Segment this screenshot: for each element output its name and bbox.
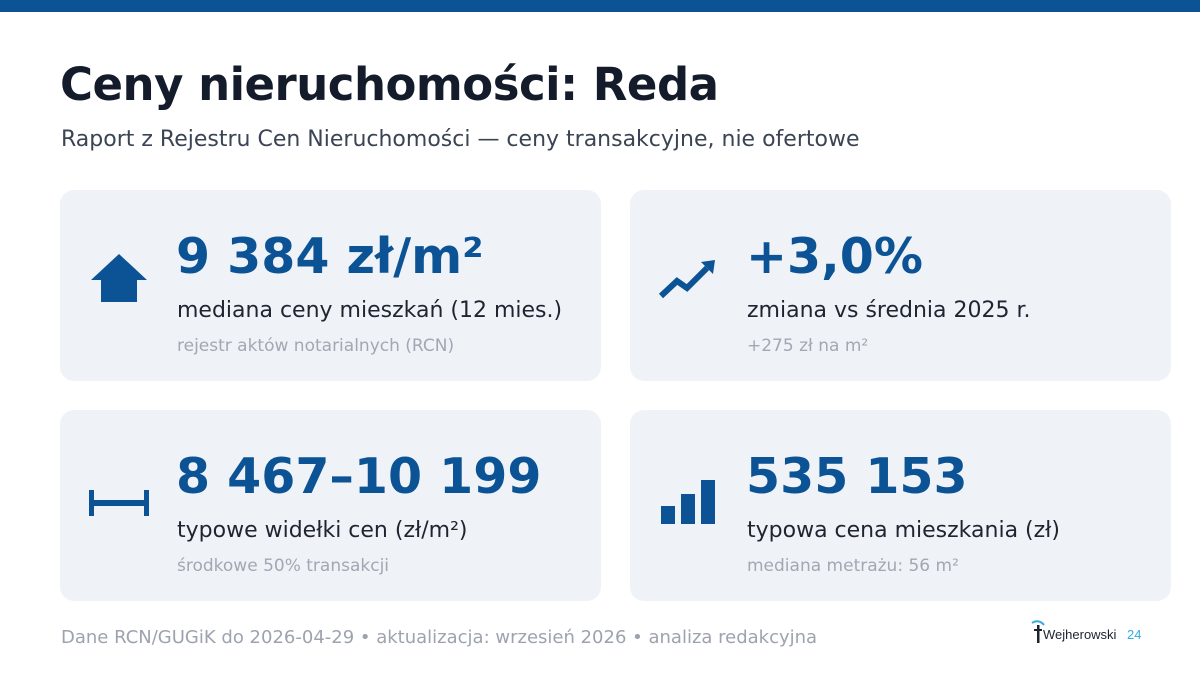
stat-card-median-price bbox=[60, 190, 601, 381]
publisher-logo[interactable] bbox=[1028, 617, 1168, 653]
stat-note: rejestr aktów notarialnych (RCN) bbox=[177, 336, 455, 356]
page-title: Ceny nieruchomości: Reda bbox=[60, 58, 719, 111]
stat-label: zmiana vs średnia 2025 r. bbox=[747, 298, 1031, 323]
bar-chart-icon bbox=[657, 466, 721, 530]
stat-card-price-range bbox=[60, 410, 601, 601]
trend-up-icon bbox=[657, 246, 721, 310]
house-icon bbox=[87, 246, 151, 310]
page-subtitle: Raport z Rejestru Cen Nieruchomości — ceny transakcyjne, nie ofertowe bbox=[61, 127, 860, 152]
footer-source-note: Dane RCN/GUGiK do 2026-04-29 • aktualizacja: wrzesień 2026 • analiza redakcyjna bbox=[61, 627, 818, 648]
stat-note: mediana metrażu: 56 m² bbox=[747, 556, 959, 576]
logo-suffix: 24 bbox=[1127, 627, 1142, 642]
stat-note: środkowe 50% transakcji bbox=[177, 556, 390, 576]
stat-value: 535 153 bbox=[746, 448, 968, 505]
stat-label: typowe widełki cen (zł/m²) bbox=[177, 518, 468, 543]
stat-value: 9 384 zł/m² bbox=[176, 228, 484, 285]
stat-label: typowa cena mieszkania (zł) bbox=[747, 518, 1061, 543]
stat-label: mediana ceny mieszkań (12 mies.) bbox=[177, 298, 563, 323]
top-accent-bar bbox=[0, 0, 1200, 12]
range-icon bbox=[87, 466, 151, 530]
stat-note: +275 zł na m² bbox=[747, 336, 869, 356]
logo-name: Wejherowski bbox=[1043, 627, 1117, 642]
stat-card-change bbox=[630, 190, 1171, 381]
stat-value: 8 467–10 199 bbox=[176, 448, 542, 505]
stat-card-typical-price bbox=[630, 410, 1171, 601]
stat-value: +3,0% bbox=[746, 228, 923, 285]
